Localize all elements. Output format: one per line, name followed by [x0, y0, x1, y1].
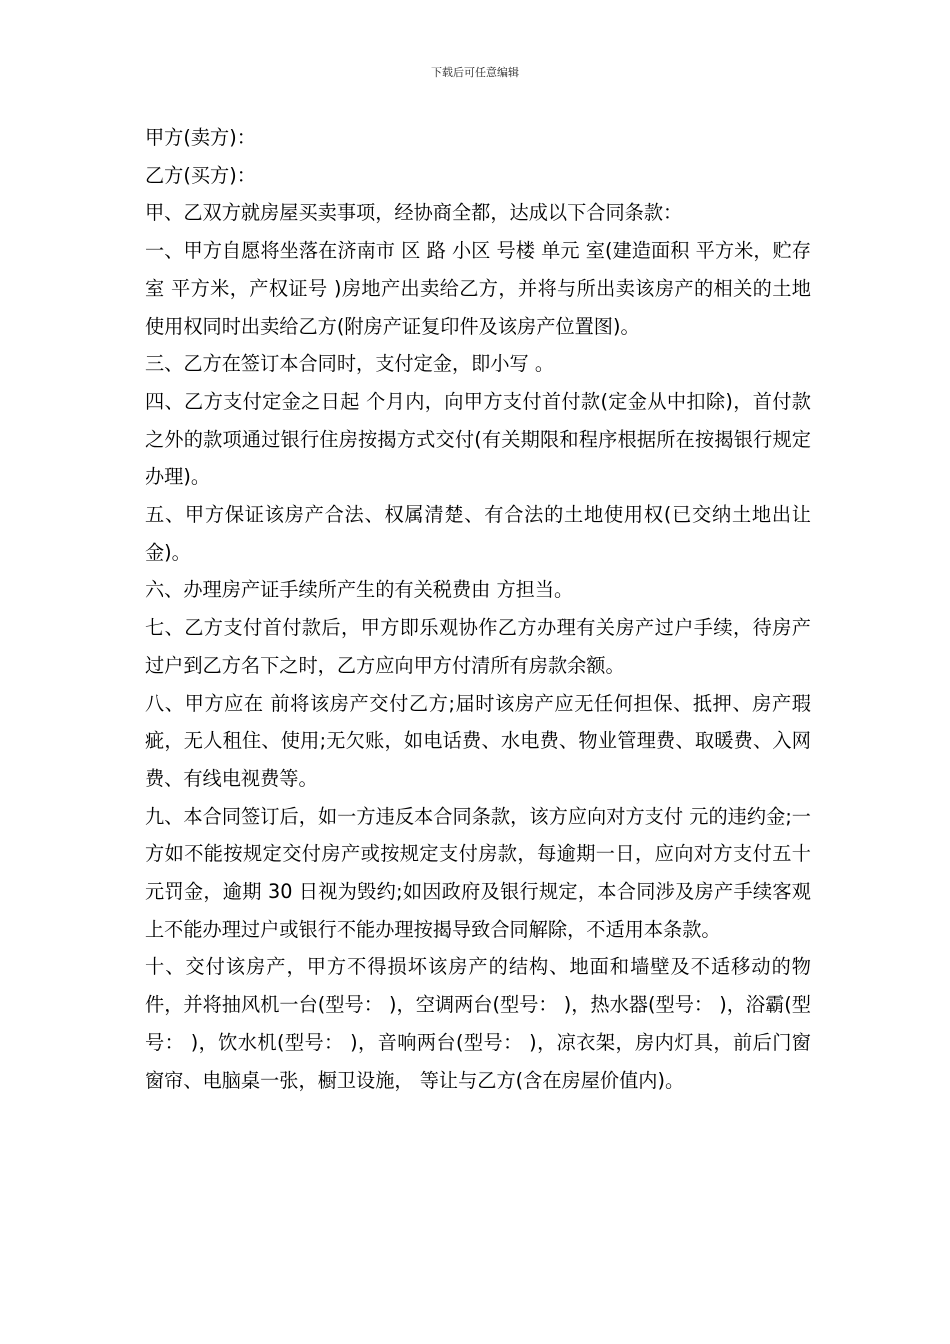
party-a-line: 甲方(卖方)： [145, 126, 256, 149]
contract-preamble: 甲、乙双方就房屋买卖事项，经协商全都，达成以下合同条款： [145, 201, 683, 225]
party-b-line: 乙方(买方)： [145, 163, 256, 187]
clause-9: 九、本合同签订后，如一方违反本合同条款，该方应向对方支付 元的违约金;一方如不能按规定交付房产或按规定支付房款，每逾期一日，应向对方支付五十元罚金，逾期 30 日视为毁约;如因政府及银行规定，本合同涉及房产手续客观上不能办理过户或银行不能办理按揭导致合同解除，不适用本条款。 [145, 804, 811, 941]
clause-6: 六、办理房产证手续所产生的有关税费由 方担当。 [145, 578, 574, 602]
clause-8: 八、甲方应在 前将该房产交付乙方;届时该房产应无任何担保、抵押、房产瑕疵，无人租住、使用;无欠账，如电话费、水电费、物业管理费、取暖费、入网费、有线电视费等。 [145, 691, 811, 790]
clause-10: 十、交付该房产，甲方不得损坏该房产的结构、地面和墙壁及不适移动的物件，并将抽风机一台(型号： )，空调两台(型号： )，热水器(型号： )，浴霸(型号： )，饮水机(型号： )，音响两台(型号： )，凉衣架，房内灯具，前后门窗窗帘、电脑桌一张，橱卫设施， 等让与乙方(含在房屋价值内)。 [145, 955, 811, 1092]
clause-5: 五、甲方保证该房产合法、权属清楚、有合法的土地使用权(已交纳土地出让金)。 [145, 503, 811, 564]
page-header-note: 下载后可任意编辑 [431, 66, 519, 79]
clause-7: 七、乙方支付首付款后，甲方即乐观协作乙方办理有关房产过户手续，待房产过户到乙方名下之时，乙方应向甲方付清所有房款余额。 [145, 616, 811, 677]
clause-3: 三、乙方在签订本合同时，支付定金，即小写 。 [145, 352, 555, 376]
contract-body [145, 119, 811, 1099]
clause-1: 一、甲方自愿将坐落在济南市 区 路 小区 号楼 单元 室(建造面积 平方米，贮存室 平方米，产权证号 )房地产出卖给乙方，并将与所出卖该房产的相关的土地使用权同时出卖给乙方(附房产证复印件及该房产位置图)。 [145, 239, 811, 338]
clause-4: 四、乙方支付定金之日起 个月内，向甲方支付首付款(定金从中扣除)，首付款之外的款项通过银行住房按揭方式交付(有关期限和程序根据所在按揭银行规定办理)。 [145, 389, 811, 489]
